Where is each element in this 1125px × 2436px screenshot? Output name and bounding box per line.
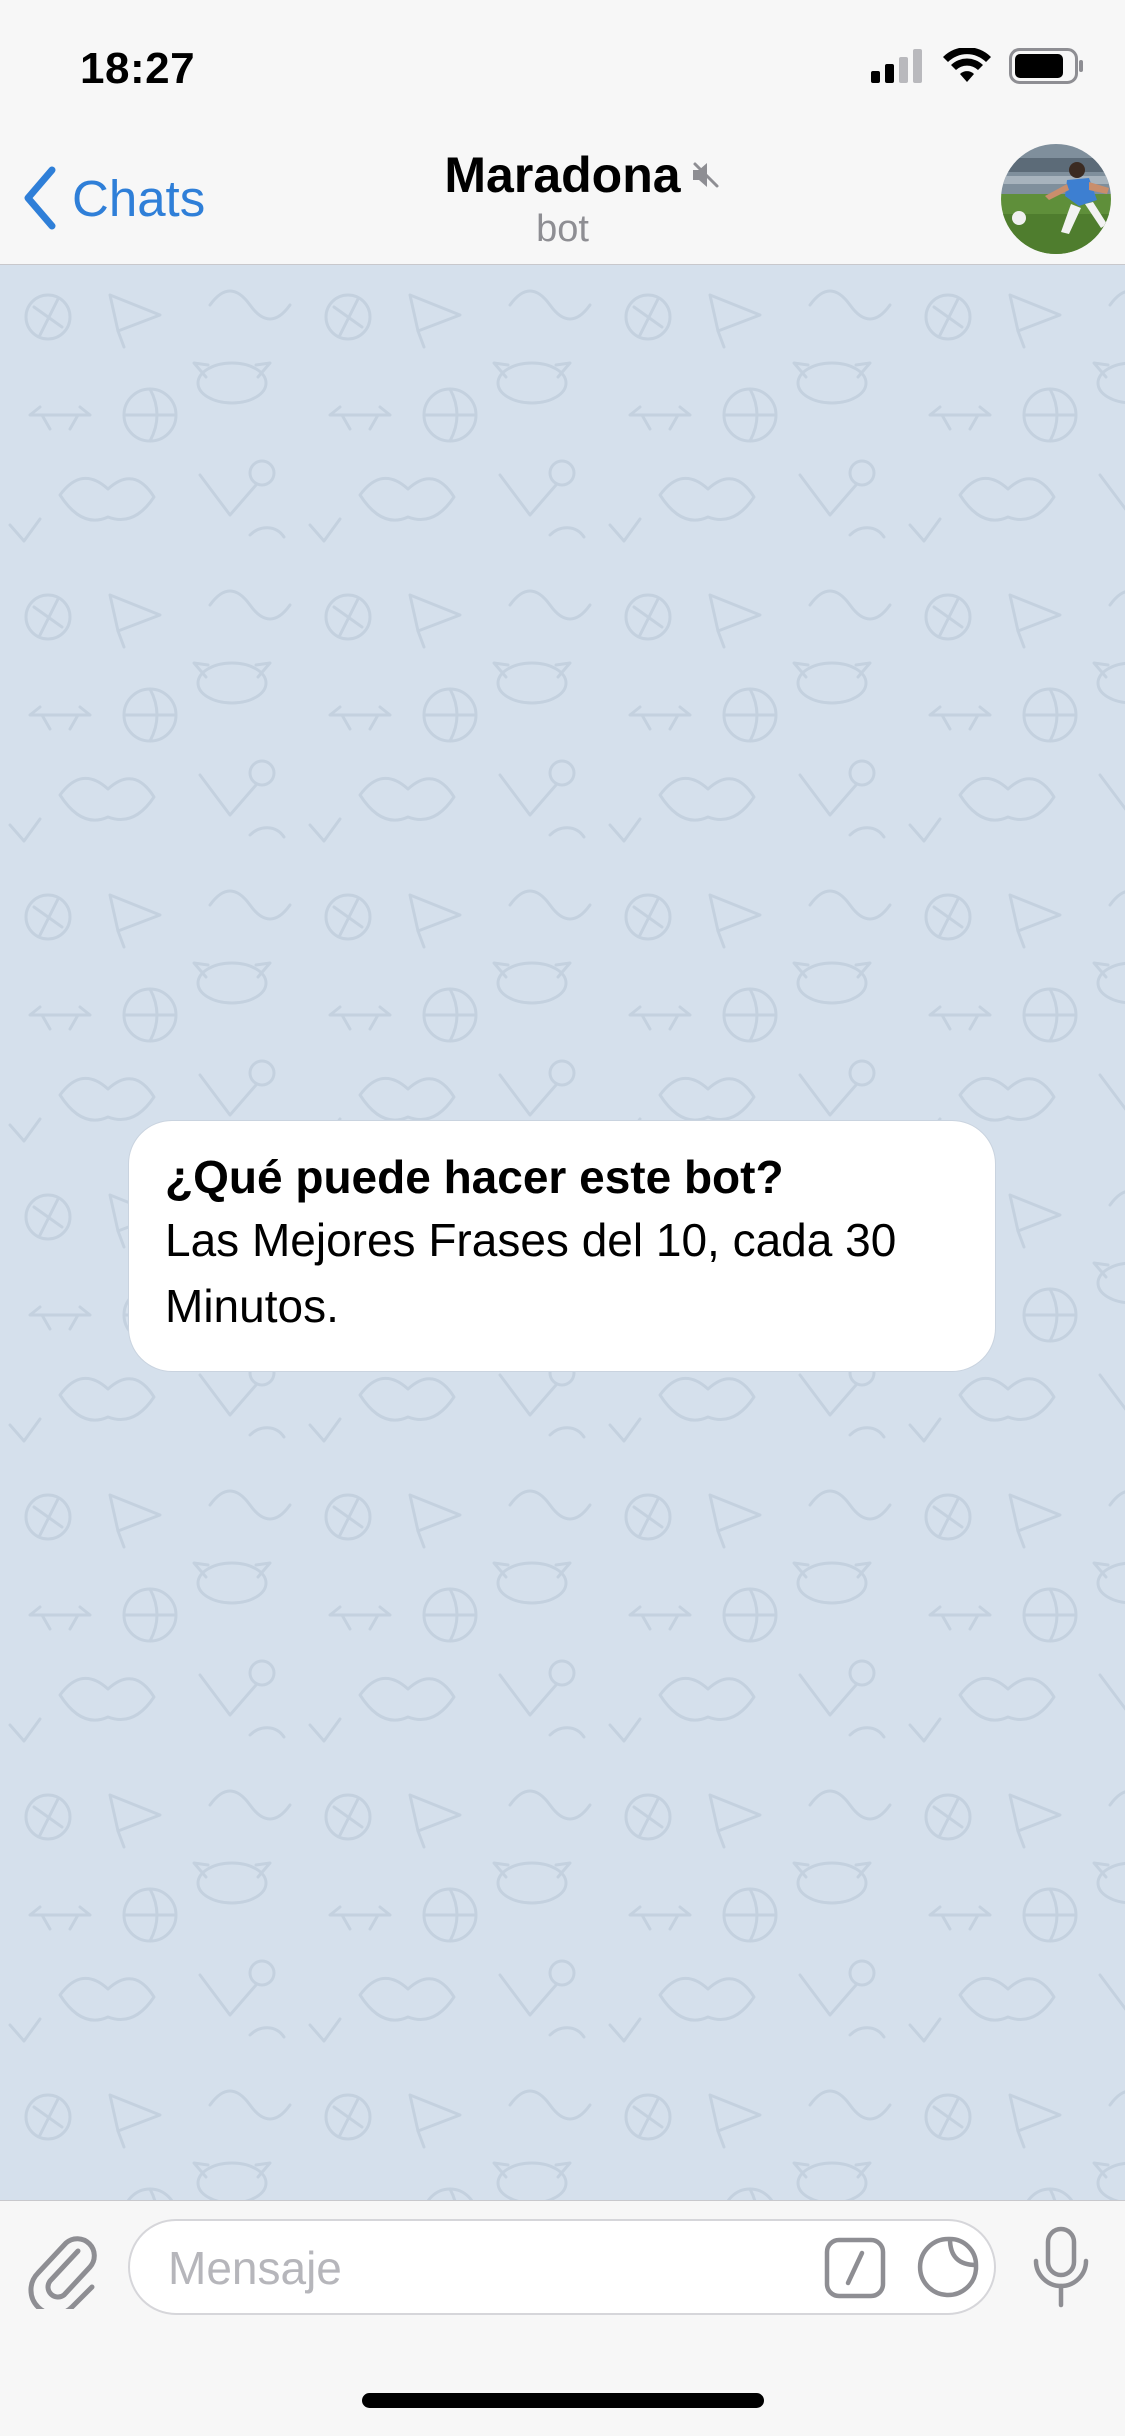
avatar[interactable] (1001, 144, 1111, 254)
slash-commands-icon (824, 2237, 886, 2299)
sticker-icon (916, 2235, 980, 2299)
bot-commands-button[interactable] (824, 2237, 886, 2299)
chat-title: Maradona (444, 147, 681, 203)
nav-bar (0, 132, 1125, 265)
paperclip-icon (28, 2229, 100, 2309)
bot-info-description: Las Mejores Frases del 10, cada 30 Minutos. (165, 1214, 897, 1332)
status-bar (0, 0, 1125, 132)
battery-icon (1009, 48, 1085, 84)
chat-header[interactable] (0, 146, 1125, 251)
sticker-button[interactable] (916, 2235, 980, 2299)
message-input[interactable] (166, 2221, 730, 2315)
microphone-icon (1030, 2225, 1092, 2311)
message-field[interactable] (128, 2219, 996, 2315)
home-indicator[interactable] (362, 2393, 764, 2408)
bot-info-bubble (128, 1120, 996, 1372)
status-icons (871, 48, 1085, 84)
cellular-signal-icon (871, 49, 925, 83)
muted-speaker-icon (691, 160, 721, 190)
status-time: 18:27 (80, 44, 196, 93)
wifi-icon (943, 48, 991, 84)
bot-info-title: ¿Qué puede hacer este bot? (165, 1151, 784, 1203)
attach-button[interactable] (28, 2229, 100, 2309)
microphone-button[interactable] (1030, 2225, 1092, 2311)
back-label: Chats (72, 169, 206, 227)
chat-subtitle: bot (536, 208, 589, 250)
avatar-photo (1001, 144, 1111, 254)
chat-area[interactable] (0, 265, 1125, 2200)
